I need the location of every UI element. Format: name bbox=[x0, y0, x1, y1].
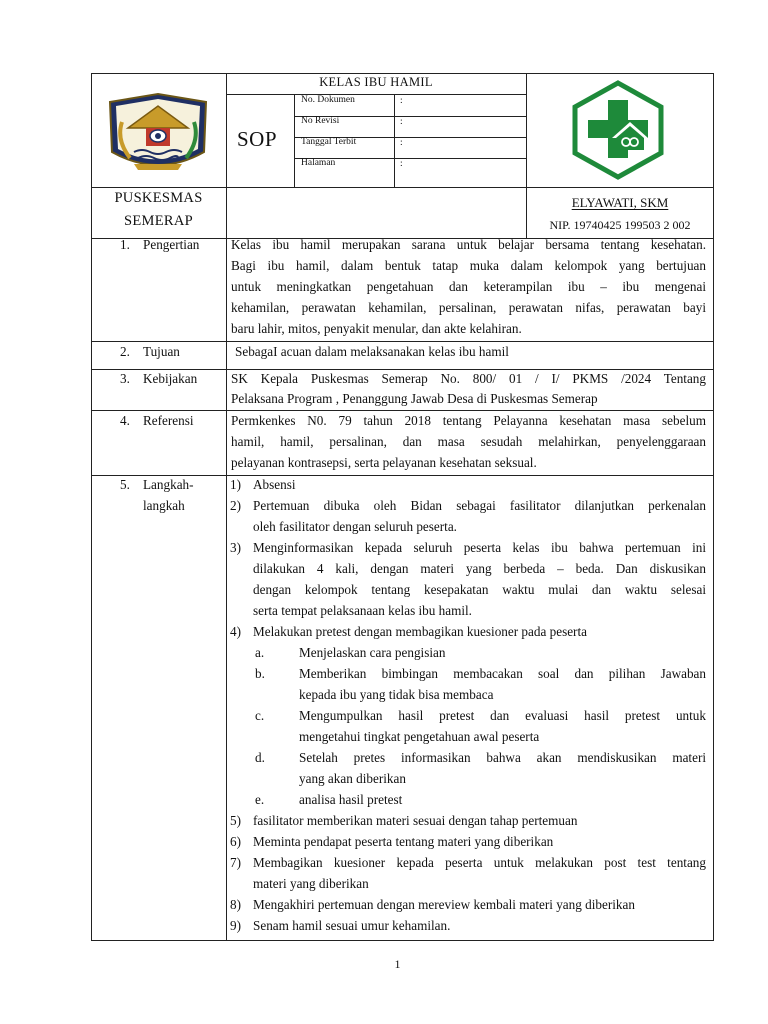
step-line: materi yang diberikan bbox=[253, 876, 369, 891]
doc-field-tanggal-terbit: Tanggal Terbit bbox=[301, 137, 357, 147]
step-line: Senam hamil sesuai umur kehamilan. bbox=[253, 918, 451, 933]
substep-letter: a. bbox=[255, 645, 265, 660]
docinfo-col-line bbox=[294, 94, 295, 187]
step-number: 2) bbox=[230, 498, 241, 513]
step-line: serta tempat pelaksanaan kelas ibu hamil. bbox=[253, 603, 472, 618]
step-number: 9) bbox=[230, 918, 241, 933]
substep-letter: e. bbox=[255, 792, 265, 807]
page-number: 1 bbox=[394, 957, 401, 971]
step-line: Membagikan kuesioner kepada peserta untuk melakukan post test tentang bbox=[253, 855, 706, 870]
step-line: Absensi bbox=[253, 477, 296, 492]
doc-field-no-revisi: No Revisi bbox=[301, 116, 340, 126]
step-number: 3) bbox=[230, 540, 241, 555]
step-line: Melakukan pretest dengan membagikan kuesioner pada peserta bbox=[253, 624, 587, 639]
substep-line: Mengumpulkan hasil pretest dan evaluasi hasil pretest untuk bbox=[299, 708, 706, 723]
institution-name-line1: PUSKESMAS bbox=[114, 190, 203, 206]
step-number: 1) bbox=[230, 477, 241, 492]
puskesmas-logo bbox=[568, 80, 668, 180]
title-underline bbox=[226, 94, 526, 95]
substep-line: Menjelaskan cara pengisian bbox=[299, 645, 446, 660]
step-line: dengan kelompok tentang kesepakatan waktu mulai dan waktu selesai bbox=[253, 582, 706, 597]
doc-field-sep: : bbox=[400, 117, 403, 127]
tujuan-line: SebagaI acuan dalam melaksanakan kelas ibu hamil bbox=[235, 344, 509, 359]
step-line: Menginformasikan kepada seluruh peserta kelas ibu bahwa pertemuan ini bbox=[253, 540, 706, 555]
docinfo-sep-line bbox=[394, 94, 395, 187]
substep-letter: b. bbox=[255, 666, 265, 681]
section-number: 3. bbox=[120, 371, 130, 386]
pengertian-line: baru lahir, mitos, penyakit menular, dan akte kelahiran. bbox=[231, 321, 522, 336]
document-title: KELAS IBU HAMIL bbox=[319, 75, 433, 89]
step-number: 5) bbox=[230, 813, 241, 828]
section-label-referensi: Referensi bbox=[143, 413, 194, 428]
substep-letter: c. bbox=[255, 708, 265, 723]
doc-field-no-dokumen: No. Dokumen bbox=[301, 95, 355, 105]
table-border-bottom bbox=[91, 940, 714, 941]
step-number: 8) bbox=[230, 897, 241, 912]
step-line: fasilitator memberikan materi sesuai dengan tahap pertemuan bbox=[253, 813, 578, 828]
substep-line: Setelah pretes informasikan bahwa akan mendiskusikan materi bbox=[299, 750, 706, 765]
row-line-1 bbox=[91, 341, 714, 342]
row-line-2 bbox=[91, 369, 714, 370]
section-label-langkah-1: Langkah- bbox=[143, 477, 194, 492]
step-line: oleh fasilitator dengan seluruh peserta. bbox=[253, 519, 457, 534]
pengertian-line: Bagi ibu hamil, dalam bentuk tatap muka dalam kelompok yang bertujuan bbox=[231, 258, 706, 273]
signer-nip: NIP. 19740425 199503 2 002 bbox=[549, 218, 691, 232]
step-line: dilakukan 4 kali, dengan materi yang berbeda – beda. Dan diskusikan bbox=[253, 561, 706, 576]
referensi-line: Permkenkes N0. 79 tahun 2018 tentang Pelayanna kesehatan masa sebelum bbox=[231, 413, 706, 428]
doc-field-sep: : bbox=[400, 138, 403, 148]
doc-field-sep: : bbox=[400, 159, 403, 169]
section-number: 1. bbox=[120, 237, 130, 252]
step-line: Meminta pendapat peserta tentang materi yang diberikan bbox=[253, 834, 554, 849]
section-number: 5. bbox=[120, 477, 130, 492]
institution-name-line2: SEMERAP bbox=[124, 213, 193, 229]
row-line-4 bbox=[91, 475, 714, 476]
pengertian-line: Kelas ibu hamil merupakan sarana untuk belajar bersama tentang kesehatan. bbox=[231, 237, 706, 252]
doc-field-sep: : bbox=[400, 96, 403, 106]
substep-line: kepada ibu yang tidak bisa membaca bbox=[299, 687, 494, 702]
table-border-top bbox=[91, 73, 714, 74]
section-label-langkah-2: langkah bbox=[143, 498, 185, 513]
substep-line: yang akan diberikan bbox=[299, 771, 406, 786]
step-line: Mengakhiri pertemuan dengan mereview kembali materi yang diberikan bbox=[253, 897, 635, 912]
pengertian-line: kehamilan, perawatan kehamilan, persalinan, perawatan nifas, perawatan bayi bbox=[231, 300, 706, 315]
step-number: 6) bbox=[230, 834, 241, 849]
section-number: 4. bbox=[120, 413, 130, 428]
doc-field-halaman: Halaman bbox=[301, 158, 336, 168]
referensi-line: pelayanan kontrasepsi, serta pelayanan kesehatan seksual. bbox=[231, 455, 537, 470]
section-number: 2. bbox=[120, 344, 130, 359]
row-line-3 bbox=[91, 410, 714, 411]
pengertian-line: untuk meningkatkan pengetahuan dan keterampilan ibu – ibu mengenai bbox=[231, 279, 706, 294]
section-label-pengertian: Pengertian bbox=[143, 237, 200, 252]
sop-label: SOP bbox=[237, 127, 278, 151]
section-label-kebijakan: Kebijakan bbox=[143, 371, 198, 386]
body-col-line bbox=[226, 238, 227, 941]
substep-line: mengetahui tingkat pengetahuan awal peserta bbox=[299, 729, 540, 744]
signer-name: ELYAWATI, SKM bbox=[571, 195, 669, 210]
kebijakan-line: Pelaksana Program , Penanggung Jawab Desa di Puskesmas Semerap bbox=[231, 391, 598, 406]
section-label-tujuan: Tujuan bbox=[143, 344, 180, 359]
regency-seal-logo bbox=[104, 92, 212, 176]
substep-letter: d. bbox=[255, 750, 265, 765]
header-col-line-1 bbox=[226, 73, 227, 238]
substep-line: analisa hasil pretest bbox=[299, 792, 403, 807]
step-number: 7) bbox=[230, 855, 241, 870]
step-number: 4) bbox=[230, 624, 241, 639]
header-row-line bbox=[91, 187, 714, 188]
substep-line: Memberikan bimbingan membacakan soal dan pilihan Jawaban bbox=[299, 666, 706, 681]
header-col-line-2 bbox=[526, 73, 527, 238]
referensi-line: hamil, hamil, persalinan, dan masa sesudah melahirkan, penyelenggaraan bbox=[231, 434, 706, 449]
step-line: Pertemuan dibuka oleh Bidan sebagai fasilitator dilanjutkan perkenalan bbox=[253, 498, 706, 513]
kebijakan-line: SK Kepala Puskesmas Semerap No. 800/ 01 / I/ PKMS /2024 Tentang bbox=[231, 371, 706, 386]
